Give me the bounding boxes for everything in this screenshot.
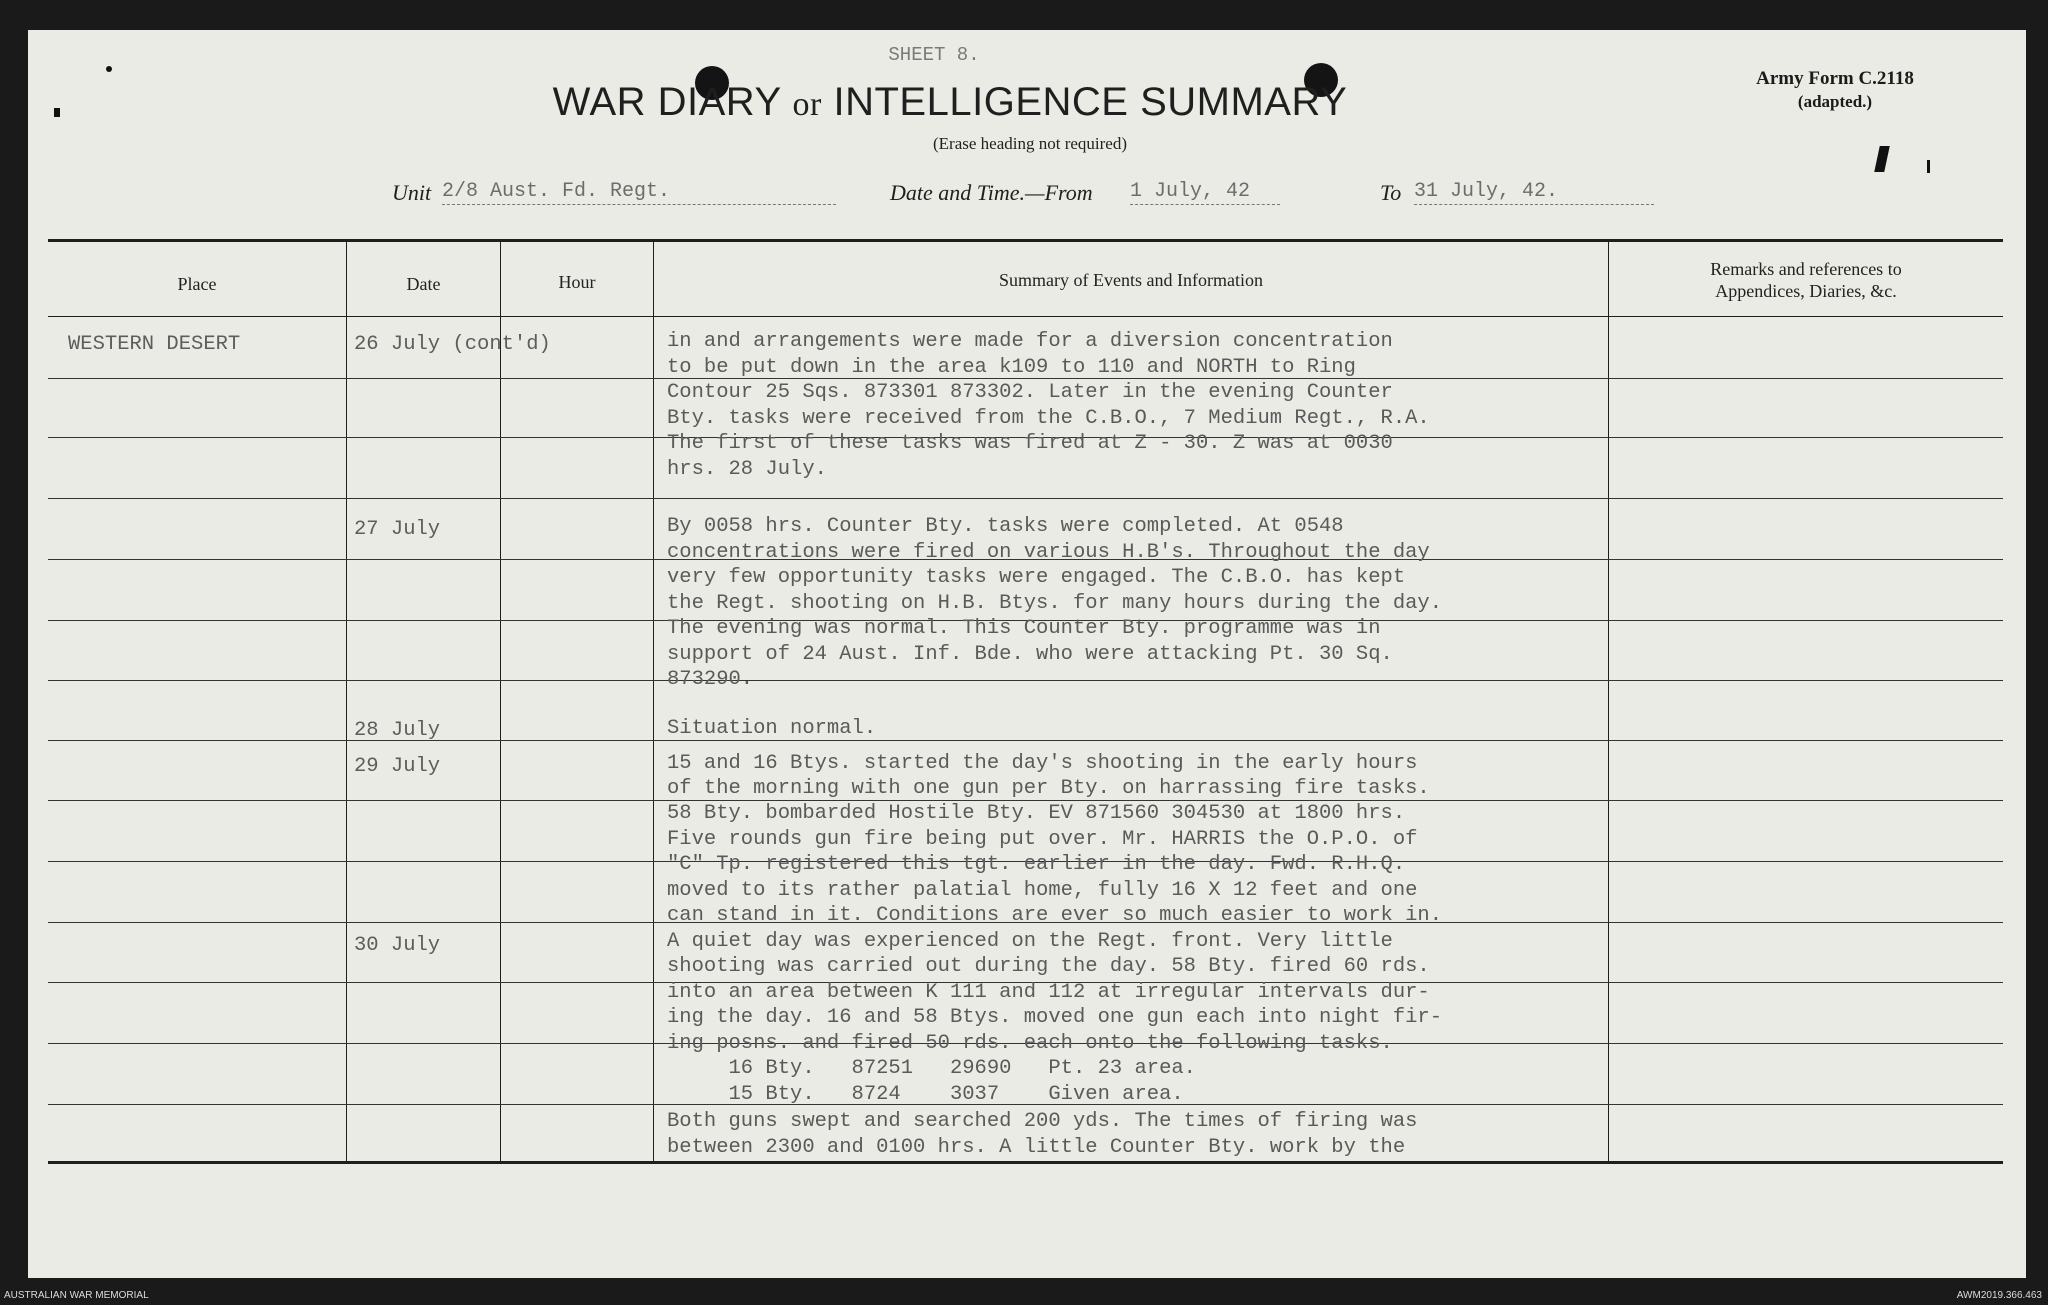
date-cell: 26 July (cont'd)	[354, 333, 551, 356]
summary-line: concentrations were fired on various H.B's. Throughout the day	[667, 541, 1430, 564]
table-bottom-rule	[48, 1161, 2003, 1164]
table-top-rule	[48, 239, 2003, 242]
sheet-number: SHEET 8.	[888, 44, 980, 66]
summary-line: Five rounds gun fire being put over. Mr. HARRIS the O.P.O. of	[667, 828, 1418, 851]
summary-line: hrs. 28 July.	[667, 458, 827, 481]
title-intelligence-summary: INTELLIGENCE SUMMARY	[833, 80, 1348, 124]
ruled-line	[48, 740, 2003, 741]
ink-mark	[54, 108, 60, 117]
page-title	[400, 80, 1500, 125]
ruled-line	[48, 680, 2003, 681]
date-cell: 30 July	[354, 934, 441, 957]
ruled-line	[48, 498, 2003, 499]
summary-line: "C" Tp. registered this tgt. earlier in the day. Fwd. R.H.Q.	[667, 853, 1406, 876]
summary-line: A quiet day was experienced on the Regt. front. Very little	[667, 930, 1393, 953]
footer-reference: AWM2019.366.463	[1956, 1290, 2042, 1301]
column-header-hour: Hour	[558, 272, 596, 292]
summary-line: The evening was normal. This Counter Bty. programme was in	[667, 617, 1381, 640]
date-from-label: Date and Time.—From	[890, 180, 1093, 205]
summary-line: shooting was carried out during the day. 58 Bty. fired 60 rds.	[667, 955, 1430, 978]
place-cell: WESTERN DESERT	[68, 333, 241, 356]
summary-line: ing posns. and fired 50 rds. each onto the following tasks.	[667, 1032, 1393, 1055]
summary-line: the Regt. shooting on H.B. Btys. for many hours during the day.	[667, 592, 1443, 615]
summary-line: can stand in it. Conditions are ever so much easier to work in.	[667, 904, 1443, 927]
summary-line: moved to its rather palatial home, fully 16 X 12 feet and one	[667, 879, 1418, 902]
summary-line: 873290.	[667, 668, 754, 691]
summary-line: By 0058 hrs. Counter Bty. tasks were completed. At 0548	[667, 515, 1344, 538]
column-header-place: Place	[177, 274, 217, 294]
summary-line: in and arrangements were made for a diversion concentration	[667, 330, 1393, 353]
ink-mark	[1927, 160, 1930, 173]
date-from-value: 1 July, 42	[1130, 180, 1280, 205]
title-or: or	[792, 86, 822, 123]
form-note: (adapted.)	[1797, 92, 1873, 111]
remarks-header-line2: Appendices, Diaries, &c.	[1715, 281, 1897, 301]
date-cell: 27 July	[354, 518, 441, 541]
summary-line: 15 and 16 Btys. started the day's shooting in the early hours	[667, 752, 1418, 775]
title-war-diary: WAR DIARY	[552, 80, 781, 124]
column-header-remarks	[1609, 258, 2003, 302]
summary-line: into an area between K 111 and 112 at irregular intervals dur-	[667, 981, 1430, 1004]
summary-line: of the morning with one gun per Bty. on harrassing fire tasks.	[667, 777, 1430, 800]
form-number: Army Form C.2118	[1756, 68, 1914, 89]
summary-line: The first of these tasks was fired at Z - 30. Z was at 0030	[667, 432, 1393, 455]
remarks-header-line1: Remarks and references to	[1710, 259, 1902, 279]
summary-line: Contour 25 Sqs. 873301 873302. Later in the evening Counter	[667, 381, 1393, 404]
column-header-date: Date	[406, 274, 441, 294]
unit-label: Unit	[392, 180, 432, 205]
date-to-label: To	[1380, 180, 1402, 205]
summary-line: Bty. tasks were received from the C.B.O., 7 Medium Regt., R.A.	[667, 407, 1430, 430]
summary-line: Situation normal.	[667, 717, 877, 740]
summary-line: 58 Bty. bombarded Hostile Bty. EV 871560 304530 at 1800 hrs.	[667, 802, 1406, 825]
header-bottom-rule	[48, 316, 2003, 317]
date-cell: 29 July	[354, 755, 441, 778]
page-subtitle: (Erase heading not required)	[933, 134, 1127, 153]
summary-line: very few opportunity tasks were engaged. The C.B.O. has kept	[667, 566, 1406, 589]
date-cell: 28 July	[354, 719, 441, 742]
unit-value: 2/8 Aust. Fd. Regt.	[442, 180, 836, 205]
summary-line: support of 24 Aust. Inf. Bde. who were attacking Pt. 30 Sq.	[667, 643, 1393, 666]
column-header-summary: Summary of Events and Information	[999, 270, 1263, 290]
date-to-value: 31 July, 42.	[1414, 180, 1654, 205]
summary-line: 16 Bty. 87251 29690 Pt. 23 area.	[667, 1057, 1196, 1080]
ink-mark	[106, 66, 112, 72]
summary-line: Both guns swept and searched 200 yds. The times of firing was	[667, 1110, 1418, 1133]
summary-line: between 2300 and 0100 hrs. A little Counter Bty. work by the	[667, 1136, 1406, 1159]
summary-line: ing the day. 16 and 58 Btys. moved one gun each into night fir-	[667, 1006, 1443, 1029]
footer-source: AUSTRALIAN WAR MEMORIAL	[4, 1290, 149, 1301]
summary-line: to be put down in the area k109 to 110 and NORTH to Ring	[667, 356, 1356, 379]
summary-line: 15 Bty. 8724 3037 Given area.	[667, 1083, 1184, 1106]
